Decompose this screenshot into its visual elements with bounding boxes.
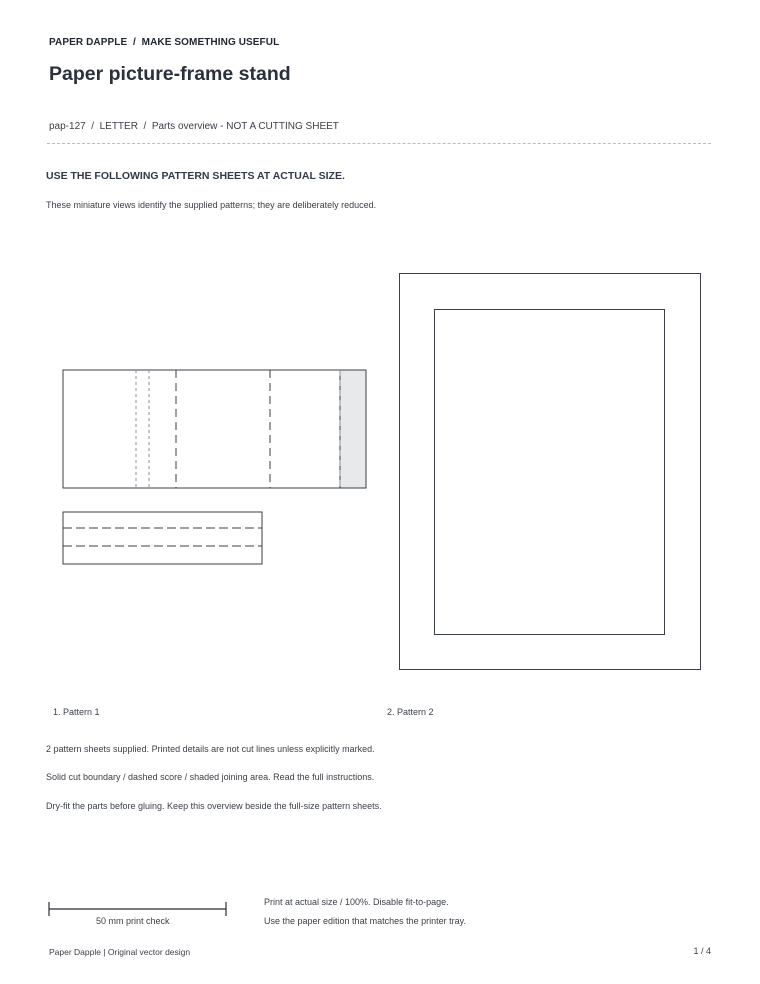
frame-window <box>435 310 665 635</box>
brand-breadcrumb: PAPER DAPPLE / MAKE SOMETHING USEFUL <box>49 37 280 48</box>
pattern-2-thumbnail <box>400 274 701 670</box>
pattern-1-caption: 1. Pattern 1 <box>53 707 100 717</box>
pattern-1-strip <box>63 512 262 564</box>
page-number: 1 / 4 <box>693 946 711 956</box>
page-title: Paper picture-frame stand <box>49 63 291 85</box>
pattern-2-caption: 2. Pattern 2 <box>387 707 434 717</box>
scale-check-label: 50 mm print check <box>96 916 170 926</box>
print-instruction: Print at actual size / 100%. Disable fit-to-page. <box>264 897 449 907</box>
section-heading: USE THE FOLLOWING PATTERN SHEETS AT ACTUAL SIZE. <box>46 170 345 182</box>
intro-text: These miniature views identify the supplied patterns; they are deliberately reduced. <box>46 200 377 210</box>
note-text: 2 pattern sheets supplied. Printed details are not cut lines unless explicitly marked. <box>46 744 375 754</box>
footer-credit: Paper Dapple | Original vector design <box>49 947 191 957</box>
scale-bar <box>49 902 226 916</box>
note-text: Dry-fit the parts before gluing. Keep this overview beside the full-size pattern sheets. <box>46 801 382 811</box>
document-meta: pap-127 / LETTER / Parts overview - NOT A CUTTING SHEET <box>49 121 339 132</box>
print-instruction: Use the paper edition that matches the printer tray. <box>264 916 466 926</box>
note-text: Solid cut boundary / dashed score / shaded joining area. Read the full instructions. <box>46 772 375 782</box>
glue-tab-area <box>340 370 366 488</box>
pattern-1-thumbnail <box>63 370 366 564</box>
